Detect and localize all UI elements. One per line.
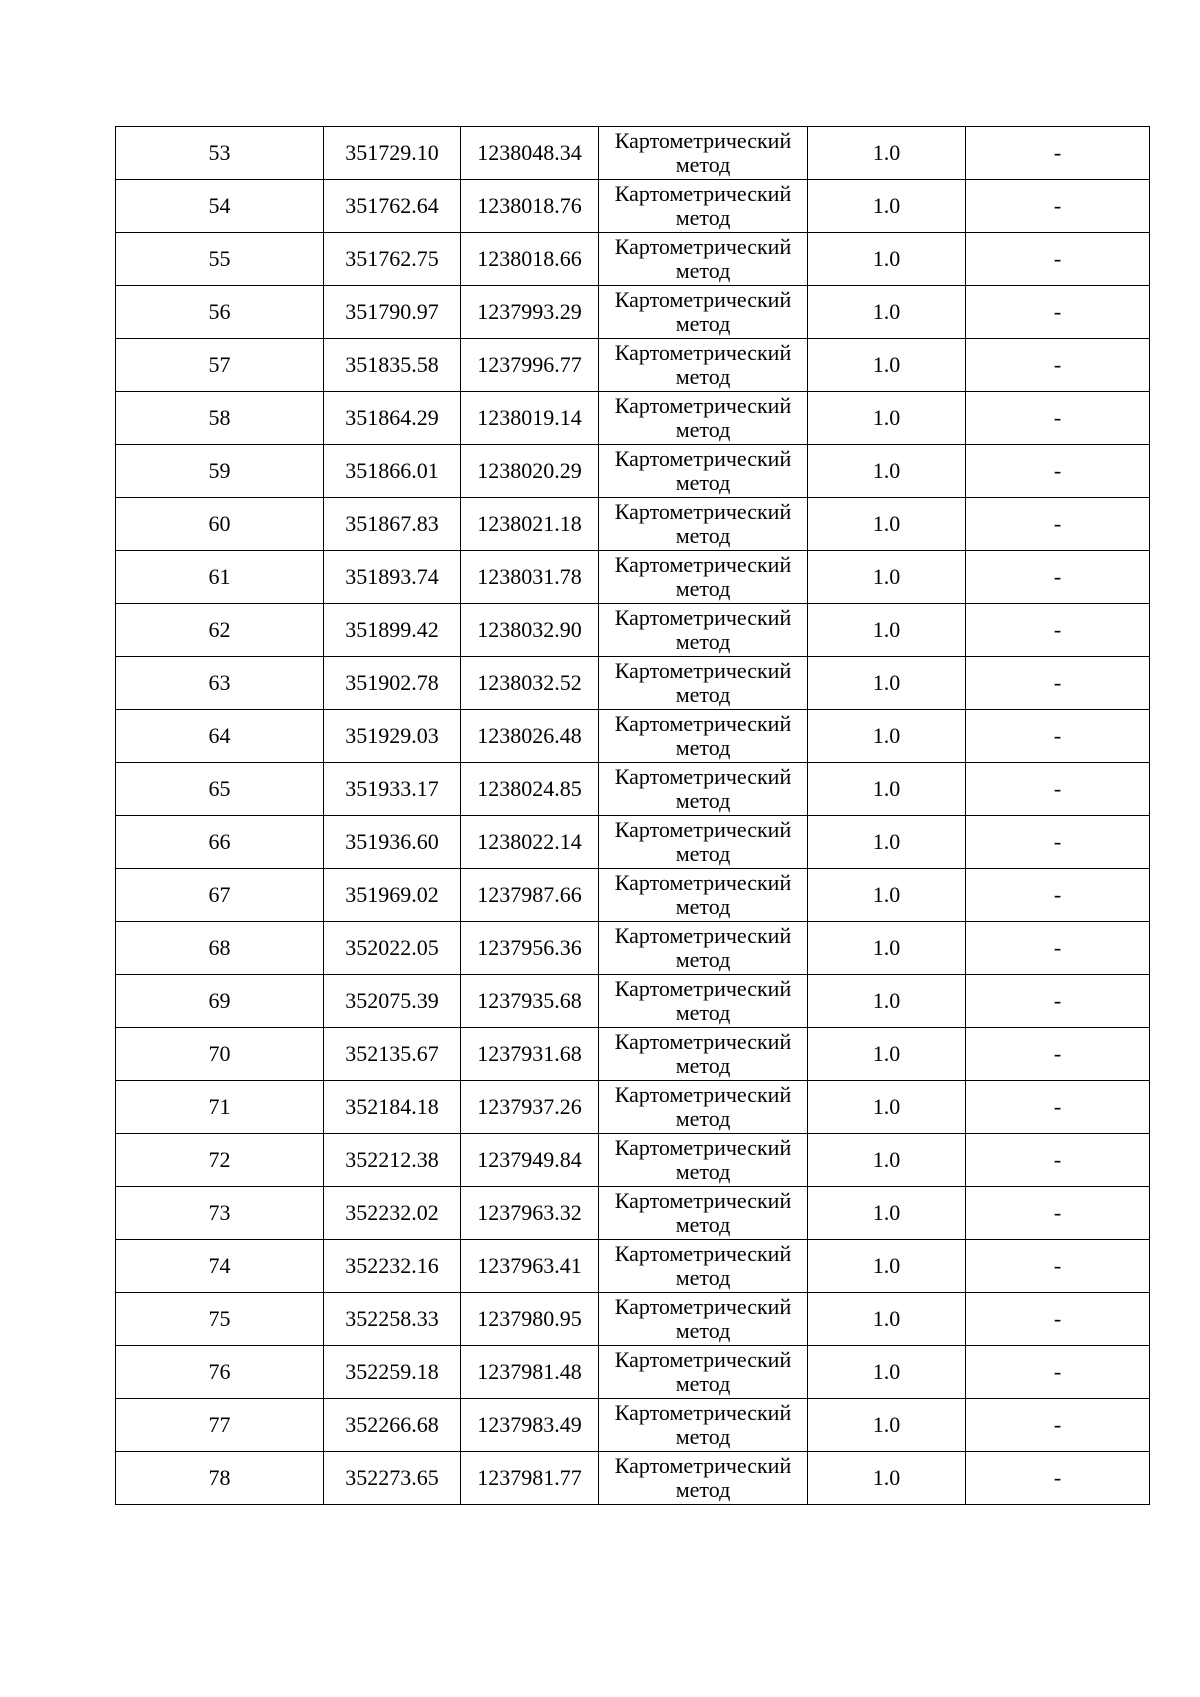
method-line-1: Картометрический [614,1029,792,1054]
table-row [116,286,1150,339]
point-number-cell: 62 [116,604,324,657]
x-coordinate-cell: 352258.33 [324,1293,461,1346]
point-number-cell: 68 [116,922,324,975]
method-line-2: метод [675,1212,731,1237]
table-row [116,233,1150,286]
method-cell [599,127,808,180]
method-line-2: метод [675,788,731,813]
x-coordinate-cell: 351867.83 [324,498,461,551]
table-row [116,339,1150,392]
note-cell: - [966,445,1150,498]
accuracy-cell: 1.0 [808,869,966,922]
y-coordinate-cell: 1238026.48 [461,710,599,763]
accuracy-cell: 1.0 [808,975,966,1028]
method-cell [599,604,808,657]
x-coordinate-cell: 352232.16 [324,1240,461,1293]
point-number-cell: 56 [116,286,324,339]
y-coordinate-cell: 1237981.77 [461,1452,599,1505]
method-line-2: метод [675,523,731,548]
note-cell: - [966,180,1150,233]
table-row [116,710,1150,763]
y-coordinate-cell: 1238022.14 [461,816,599,869]
method-cell [599,1028,808,1081]
point-number-cell: 55 [116,233,324,286]
point-number-cell: 70 [116,1028,324,1081]
method-cell [599,551,808,604]
point-number-cell: 76 [116,1346,324,1399]
accuracy-cell: 1.0 [808,763,966,816]
x-coordinate-cell: 351762.64 [324,180,461,233]
method-line-1: Картометрический [614,234,792,259]
x-coordinate-cell: 351762.75 [324,233,461,286]
x-coordinate-cell: 351929.03 [324,710,461,763]
table-row [116,1028,1150,1081]
note-cell: - [966,1293,1150,1346]
point-number-cell: 75 [116,1293,324,1346]
table-row [116,816,1150,869]
x-coordinate-cell: 352266.68 [324,1399,461,1452]
method-line-2: метод [675,1000,731,1025]
accuracy-cell: 1.0 [808,1081,966,1134]
y-coordinate-cell: 1238024.85 [461,763,599,816]
y-coordinate-cell: 1238048.34 [461,127,599,180]
point-number-cell: 65 [116,763,324,816]
y-coordinate-cell: 1237963.41 [461,1240,599,1293]
note-cell: - [966,1240,1150,1293]
accuracy-cell: 1.0 [808,127,966,180]
method-cell [599,286,808,339]
method-line-1: Картометрический [614,128,792,153]
table-row [116,1187,1150,1240]
point-number-cell: 61 [116,551,324,604]
point-number-cell: 57 [116,339,324,392]
y-coordinate-cell: 1237983.49 [461,1399,599,1452]
method-line-2: метод [675,311,731,336]
method-line-2: метод [675,947,731,972]
accuracy-cell: 1.0 [808,180,966,233]
point-number-cell: 77 [116,1399,324,1452]
y-coordinate-cell: 1237963.32 [461,1187,599,1240]
table-row [116,498,1150,551]
accuracy-cell: 1.0 [808,445,966,498]
method-line-1: Картометрический [614,658,792,683]
method-line-2: метод [675,152,731,177]
method-cell [599,339,808,392]
method-line-2: метод [675,1424,731,1449]
method-line-1: Картометрический [614,870,792,895]
table-row [116,180,1150,233]
method-cell [599,975,808,1028]
note-cell: - [966,127,1150,180]
method-line-1: Картометрический [614,393,792,418]
y-coordinate-cell: 1237996.77 [461,339,599,392]
point-number-cell: 74 [116,1240,324,1293]
x-coordinate-cell: 352184.18 [324,1081,461,1134]
method-line-1: Картометрический [614,1347,792,1372]
y-coordinate-cell: 1237956.36 [461,922,599,975]
y-coordinate-cell: 1237931.68 [461,1028,599,1081]
method-line-2: метод [675,629,731,654]
point-number-cell: 72 [116,1134,324,1187]
table-row [116,657,1150,710]
x-coordinate-cell: 352273.65 [324,1452,461,1505]
accuracy-cell: 1.0 [808,286,966,339]
accuracy-cell: 1.0 [808,1028,966,1081]
x-coordinate-cell: 351969.02 [324,869,461,922]
note-cell: - [966,1346,1150,1399]
accuracy-cell: 1.0 [808,1399,966,1452]
note-cell: - [966,1134,1150,1187]
method-line-1: Картометрический [614,1082,792,1107]
accuracy-cell: 1.0 [808,1293,966,1346]
note-cell: - [966,816,1150,869]
x-coordinate-cell: 351864.29 [324,392,461,445]
note-cell: - [966,286,1150,339]
method-line-1: Картометрический [614,340,792,365]
method-line-2: метод [675,682,731,707]
note-cell: - [966,604,1150,657]
point-number-cell: 54 [116,180,324,233]
point-number-cell: 58 [116,392,324,445]
x-coordinate-cell: 351936.60 [324,816,461,869]
y-coordinate-cell: 1238018.76 [461,180,599,233]
accuracy-cell: 1.0 [808,604,966,657]
note-cell: - [966,710,1150,763]
method-line-1: Картометрический [614,1241,792,1266]
method-line-1: Картометрический [614,1294,792,1319]
note-cell: - [966,763,1150,816]
table-row [116,1399,1150,1452]
method-line-2: метод [675,470,731,495]
y-coordinate-cell: 1237935.68 [461,975,599,1028]
x-coordinate-cell: 351729.10 [324,127,461,180]
x-coordinate-cell: 351933.17 [324,763,461,816]
note-cell: - [966,392,1150,445]
y-coordinate-cell: 1238020.29 [461,445,599,498]
method-line-2: метод [675,1106,731,1131]
method-cell [599,1293,808,1346]
x-coordinate-cell: 352259.18 [324,1346,461,1399]
method-line-1: Картометрический [614,817,792,842]
point-number-cell: 78 [116,1452,324,1505]
accuracy-cell: 1.0 [808,1240,966,1293]
point-number-cell: 59 [116,445,324,498]
method-line-2: метод [675,1371,731,1396]
method-line-1: Картометрический [614,1188,792,1213]
method-line-1: Картометрический [614,976,792,1001]
y-coordinate-cell: 1238021.18 [461,498,599,551]
method-line-2: метод [675,258,731,283]
y-coordinate-cell: 1237993.29 [461,286,599,339]
note-cell: - [966,1399,1150,1452]
point-number-cell: 64 [116,710,324,763]
method-line-1: Картометрический [614,764,792,789]
method-cell [599,869,808,922]
method-line-2: метод [675,735,731,760]
method-line-2: метод [675,417,731,442]
note-cell: - [966,1187,1150,1240]
note-cell: - [966,233,1150,286]
table-row [116,975,1150,1028]
method-line-2: метод [675,1053,731,1078]
method-line-1: Картометрический [614,552,792,577]
accuracy-cell: 1.0 [808,1346,966,1399]
table-row [116,1134,1150,1187]
accuracy-cell: 1.0 [808,922,966,975]
point-number-cell: 67 [116,869,324,922]
method-cell [599,1081,808,1134]
x-coordinate-cell: 351902.78 [324,657,461,710]
method-line-2: метод [675,894,731,919]
method-cell [599,710,808,763]
note-cell: - [966,339,1150,392]
note-cell: - [966,1028,1150,1081]
method-line-2: метод [675,1265,731,1290]
table-row [116,922,1150,975]
table-row [116,1346,1150,1399]
method-line-1: Картометрический [614,446,792,471]
method-cell [599,445,808,498]
note-cell: - [966,551,1150,604]
table-row [116,604,1150,657]
method-line-1: Картометрический [614,1135,792,1160]
note-cell: - [966,498,1150,551]
y-coordinate-cell: 1238019.14 [461,392,599,445]
method-cell [599,233,808,286]
table-row [116,763,1150,816]
y-coordinate-cell: 1237987.66 [461,869,599,922]
method-cell [599,1346,808,1399]
method-line-1: Картометрический [614,181,792,206]
point-number-cell: 71 [116,1081,324,1134]
x-coordinate-cell: 352022.05 [324,922,461,975]
method-cell [599,1187,808,1240]
method-line-2: метод [675,1159,731,1184]
method-cell [599,922,808,975]
method-line-2: метод [675,1318,731,1343]
y-coordinate-cell: 1238032.90 [461,604,599,657]
point-number-cell: 60 [116,498,324,551]
method-line-1: Картометрический [614,605,792,630]
table-row [116,1081,1150,1134]
method-cell [599,763,808,816]
method-cell [599,657,808,710]
note-cell: - [966,1452,1150,1505]
method-line-1: Картометрический [614,499,792,524]
accuracy-cell: 1.0 [808,551,966,604]
method-cell [599,1452,808,1505]
coordinates-table-body [116,127,1150,1505]
point-number-cell: 66 [116,816,324,869]
method-line-1: Картометрический [614,923,792,948]
x-coordinate-cell: 352212.38 [324,1134,461,1187]
y-coordinate-cell: 1237980.95 [461,1293,599,1346]
point-number-cell: 73 [116,1187,324,1240]
accuracy-cell: 1.0 [808,1187,966,1240]
point-number-cell: 63 [116,657,324,710]
x-coordinate-cell: 352075.39 [324,975,461,1028]
method-line-1: Картометрический [614,1453,792,1478]
note-cell: - [966,1081,1150,1134]
y-coordinate-cell: 1238032.52 [461,657,599,710]
x-coordinate-cell: 351893.74 [324,551,461,604]
method-cell [599,180,808,233]
method-line-1: Картометрический [614,287,792,312]
method-line-2: метод [675,841,731,866]
table-row [116,551,1150,604]
accuracy-cell: 1.0 [808,816,966,869]
note-cell: - [966,922,1150,975]
method-cell [599,392,808,445]
table-row [116,869,1150,922]
x-coordinate-cell: 352232.02 [324,1187,461,1240]
point-number-cell: 53 [116,127,324,180]
x-coordinate-cell: 351790.97 [324,286,461,339]
note-cell: - [966,975,1150,1028]
y-coordinate-cell: 1238031.78 [461,551,599,604]
method-line-2: метод [675,576,731,601]
y-coordinate-cell: 1237949.84 [461,1134,599,1187]
table-row [116,445,1150,498]
coordinates-table [115,126,1150,1505]
accuracy-cell: 1.0 [808,657,966,710]
x-coordinate-cell: 351866.01 [324,445,461,498]
method-cell [599,816,808,869]
method-cell [599,498,808,551]
accuracy-cell: 1.0 [808,339,966,392]
note-cell: - [966,869,1150,922]
y-coordinate-cell: 1237937.26 [461,1081,599,1134]
table-row [116,1452,1150,1505]
x-coordinate-cell: 351835.58 [324,339,461,392]
accuracy-cell: 1.0 [808,392,966,445]
method-line-2: метод [675,205,731,230]
y-coordinate-cell: 1238018.66 [461,233,599,286]
accuracy-cell: 1.0 [808,233,966,286]
table-row [116,1240,1150,1293]
method-line-2: метод [675,1477,731,1502]
method-line-1: Картометрический [614,711,792,736]
point-number-cell: 69 [116,975,324,1028]
method-line-2: метод [675,364,731,389]
method-cell [599,1134,808,1187]
note-cell: - [966,657,1150,710]
method-cell [599,1240,808,1293]
table-row [116,392,1150,445]
table-row [116,1293,1150,1346]
accuracy-cell: 1.0 [808,710,966,763]
x-coordinate-cell: 351899.42 [324,604,461,657]
accuracy-cell: 1.0 [808,1134,966,1187]
y-coordinate-cell: 1237981.48 [461,1346,599,1399]
method-cell [599,1399,808,1452]
method-line-1: Картометрический [614,1400,792,1425]
accuracy-cell: 1.0 [808,1452,966,1505]
x-coordinate-cell: 352135.67 [324,1028,461,1081]
accuracy-cell: 1.0 [808,498,966,551]
table-row [116,127,1150,180]
